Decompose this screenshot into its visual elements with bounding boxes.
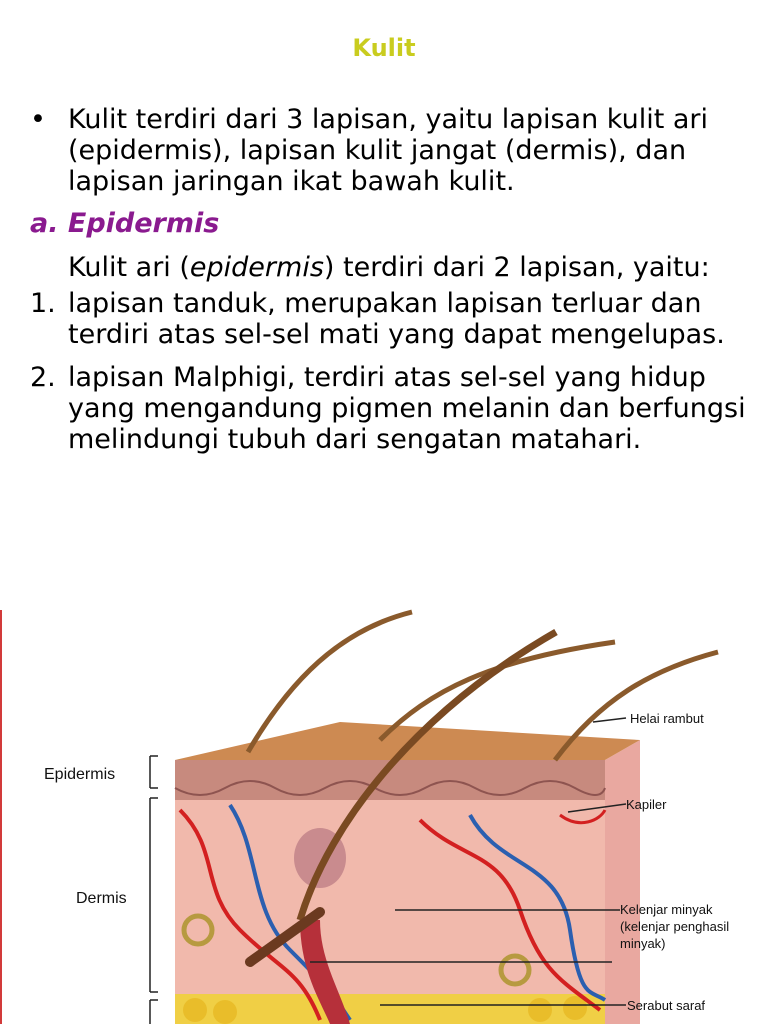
section-heading: a. Epidermis <box>30 208 220 239</box>
label-epidermis: Epidermis <box>44 766 116 783</box>
intro-paragraph <box>30 104 750 197</box>
slide-title: Kulit <box>352 34 416 62</box>
label-helai-rambut: Helai rambut <box>630 711 704 726</box>
label-kapiler: Kapiler <box>626 797 667 812</box>
epidermis-intro-italic: epidermis <box>189 252 324 283</box>
epidermis-intro <box>30 252 750 283</box>
bullet-marker: • <box>30 104 46 135</box>
intro-text: Kulit terdiri dari 3 lapisan, yaitu lapisan kulit ari (epidermis), lapisan kulit jangat (dermis), dan lapisan jaringan ikat bawah kulit. <box>68 104 709 197</box>
skin-block-side <box>605 740 640 1024</box>
label-dermis: Dermis <box>76 890 127 907</box>
list-text: lapisan Malphigi, terdiri atas sel-sel yang hidup yang mengandung pigmen melanin dan berfungsi melindungi tubuh dari sengatan matahari. <box>68 362 746 455</box>
list-number: 1. <box>30 288 56 319</box>
epidermis-intro-after: ) terdiri dari 2 lapisan, yaitu: <box>323 252 710 283</box>
list-item <box>30 362 750 455</box>
hair-strand <box>380 642 615 740</box>
numbered-list <box>30 288 750 455</box>
epidermis-intro-before: Kulit ari ( <box>68 252 190 283</box>
dermis-bracket <box>150 798 158 992</box>
label-kelenjar-minyak-note1: (kelenjar penghasil <box>620 919 730 934</box>
label-kelenjar-minyak: Kelenjar minyak <box>620 902 713 917</box>
list-item <box>30 288 750 350</box>
dermis-layer <box>175 800 605 1024</box>
label-kelenjar-minyak-note2: minyak) <box>620 936 666 951</box>
list-number: 2. <box>30 362 56 393</box>
list-text: lapisan tanduk, merupakan lapisan terluar dan terdiri atas sel-sel mati yang dapat mengelupas. <box>68 288 725 350</box>
epidermis-bracket <box>150 756 158 788</box>
label-serabut-saraf: Serabut saraf <box>627 998 706 1013</box>
skin-diagram <box>0 590 768 1024</box>
